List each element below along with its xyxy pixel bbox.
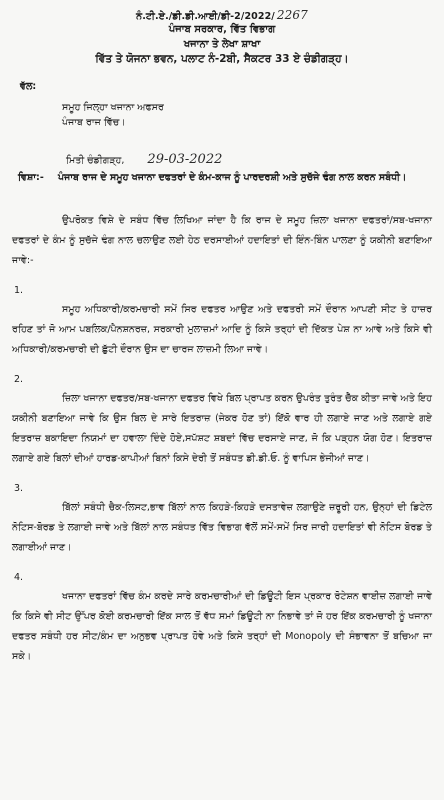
- from-label: ਵੱਲ:: [20, 81, 37, 92]
- intro-paragraph: ਉਪਰੋਕਤ ਵਿਸ਼ੇ ਦੇ ਸਬੰਧ ਵਿੱਚ ਲਿਖਿਆ ਜਾਂਦਾ ਹੈ ਕਿ ਰਾਜ ਦੇ ਸਮੂਹ ਜ਼ਿਲਾ ਖਜਾਨਾ ਦਫਤਰਾਂ/ਸਬ-ਖਜਾਨਾ ਦਫਤਰਾਂ ਦੇ ਕੰਮ ਨੂੰ ਸੁਚੱਜੇ ਢੰਗ ਨਾਲ ਚਲਾਉਣ ਲਈ ਹੇਠ ਦਰਸਾਈਆਂ ਹਦਾਇਤਾਂ ਦੀ ਇੰਨ-ਬਿੰਨ ਪਾਲਣਾ ਨੂੰ ਯਕੀਨੀ ਬਣਾਇਆ ਜਾਵੇ:-: [12, 215, 432, 266]
- office-address: ਵਿੱਤ ਤੇ ਯੋਜਨਾ ਭਵਨ, ਪਲਾਟ ਨੰ-2ਬੀ, ਸੈਕਟਰ 33 ਏ ਚੰਡੀਗੜ੍ਹ।: [95, 53, 349, 65]
- subject-block: [12, 171, 432, 185]
- date-handwritten: 29-03-2022: [147, 152, 223, 167]
- point-text: ਸਮੂਹ ਅਧਿਕਾਰੀ/ਕਰਮਚਾਰੀ ਸਮੇਂ ਸਿਰ ਦਫਤਰ ਆਉਣ ਅਤੇ ਦਫਤਰੀ ਸਮੇਂ ਦੌਰਾਨ ਆਪਣੀ ਸੀਟ ਤੇ ਹਾਜ਼ਰ ਰਹਿਣ ਤਾਂ ਜੋ ਆਮ ਪਬਲਿਕ/ਪੈਨਸ਼ਨਰਜ਼, ਸਰਕਾਰੀ ਮੁਲਾਜ਼ਮਾਂ ਆਦਿ ਨੂੰ ਕਿਸੇ ਤਰ੍ਹਾਂ ਦੀ ਦਿੱਕਤ ਪੇਸ਼ ਨਾ ਆਵੇ ਅਤੇ ਕਿਸੇ ਵੀ ਅਧਿਕਾਰੀ/ਕਰਮਚਾਰੀ ਦੀ ਛੁੱਟੀ ਦੌਰਾਨ ਉਸ ਦਾ ਚਾਰਜ ਲਾਜ਼ਮੀ ਲਿਆ ਜਾਵੇ।: [12, 304, 432, 355]
- recipient-line-1: ਸਮੂਹ ਜਿਲ੍ਹਾ ਖਜਾਨਾ ਅਫਸਰ: [62, 102, 164, 113]
- point-number: 2.: [14, 374, 24, 385]
- point-number: 1.: [14, 285, 24, 296]
- date-line: [66, 152, 432, 167]
- subject-label: ਵਿਸ਼ਾ:-: [18, 172, 44, 183]
- branch-name: ਖਜਾਨਾ ਤੇ ਲੇਖਾ ਸ਼ਾਖਾ: [183, 39, 261, 50]
- reference-number-handwritten: 2267: [276, 8, 308, 22]
- point-number: 4.: [14, 572, 24, 583]
- recipient-block: [62, 100, 432, 130]
- reference-prefix: ਨੰ.ਟੀ.ਏ./ਡੀ.ਡੀ.ਆਈ/ਡੀ-2/2022/: [136, 11, 275, 22]
- government-name: ਪੰਜਾਬ ਸਰਕਾਰ, ਵਿੱਤ ਵਿਭਾਗ: [168, 24, 276, 35]
- point-text: ਜ਼ਿਲਾ ਖਜਾਨਾ ਦਫਤਰ/ਸਬ-ਖਜਾਨਾ ਦਫਤਰ ਵਿਖੇ ਬਿਲ ਪ੍ਰਾਪਤ ਕਰਨ ਉਪਰੰਤ ਤੁਰੰਤ ਚੈੱਕ ਕੀਤਾ ਜਾਵੇ ਅਤੇ ਇਹ ਯਕੀਨੀ ਬਣਾਇਆ ਜਾਵੇ ਕਿ ਉਸ ਬਿਲ ਦੇ ਸਾਰੇ ਇਤਰਾਜ਼ (ਜੇਕਰ ਹੋਣ ਤਾਂ) ਇੱਕੋ ਵਾਰ ਹੀ ਲਗਾਏ ਜਾਣ ਅਤੇ ਲਗਾਏ ਗਏ ਇਤਰਾਜ਼ ਬਕਾਇਦਾ ਨਿਯਮਾਂ ਦਾ ਹਵਾਲਾ ਦਿੰਦੇ ਹੋਏ,ਸਪੱਸ਼ਟ ਸ਼ਬਦਾਂ ਵਿੱਚ ਦਰਸਾਏ ਜਾਣ, ਜੋ ਕਿ ਪੜ੍ਹਨ ਯੋਗ ਹੋਣ। ਇਤਰਾਜ਼ ਲਗਾਏ ਗਏ ਬਿਲਾਂ ਦੀਆਂ ਹਾਰਡ-ਕਾਪੀਆਂ ਬਿਨਾਂ ਕਿਸੇ ਦੇਰੀ ਤੋਂ ਸਬੰਧਤ ਡੀ.ਡੀ.ਓ. ਨੂੰ ਵਾਪਿਸ ਭੇਜੀਆਂ ਜਾਣ।: [12, 393, 432, 464]
- reference-line: [12, 8, 432, 22]
- date-label: ਮਿਤੀ ਚੰਡੀਗੜ੍ਹ,: [66, 155, 125, 166]
- subject-text: ਪੰਜਾਬ ਰਾਜ ਦੇ ਸਮੂਹ ਖਜਾਨਾ ਦਫਤਰਾਂ ਦੇ ਕੰਮ-ਕਾਜ ਨੂੰ ਪਾਰਦਰਸ਼ੀ ਅਤੇ ਸੁਚੱਜੇ ਢੰਗ ਨਾਲ ਕਰਨ ਸਬੰਧੀ।: [58, 172, 407, 183]
- point-number: 3.: [14, 483, 24, 494]
- recipient-line-2: ਪੰਜਾਬ ਰਾਜ ਵਿੱਚ।: [62, 117, 126, 128]
- point-text: ਖਜਾਨਾ ਦਫਤਰਾਂ ਵਿੱਚ ਕੰਮ ਕਰਦੇ ਸਾਰੇ ਕਰਮਚਾਰੀਆਂ ਦੀ ਡਿਊਟੀ ਇਸ ਪ੍ਰਕਾਰ ਰੋਟੇਸ਼ਨ ਵਾਈਜ਼ ਲਗਾਈ ਜਾਵੇ ਕਿ ਕਿਸੇ ਵੀ ਸੀਟ ਉੱਪਰ ਕੋਈ ਕਰਮਚਾਰੀ ਇੱਕ ਸਾਲ ਤੋਂ ਵੱਧ ਸਮਾਂ ਡਿਊਟੀ ਨਾ ਨਿਭਾਵੇ ਤਾਂ ਜੋ ਹਰ ਇੱਕ ਕਰਮਚਾਰੀ ਨੂੰ ਖਜਾਨਾ ਦਫਤਰ ਸਬੰਧੀ ਹਰ ਸੀਟ/ਕੰਮ ਦਾ ਅਨੁਭਵ ਪ੍ਰਾਪਤ ਹੋਵੇ ਅਤੇ ਕਿਸੇ ਤਰ੍ਹਾਂ ਦੀ Monopoly ਦੀ ਸੰਭਾਵਨਾ ਤੋਂ ਬਚਿਆ ਜਾ ਸਕੇ।: [12, 591, 432, 662]
- point-text: ਬਿੱਲਾਂ ਸਬੰਧੀ ਚੈਕ-ਲਿਸਟ,ਭਾਵ ਬਿੱਲਾਂ ਨਾਲ ਕਿਹੜੇ-ਕਿਹੜੇ ਦਸਤਾਵੇਜ਼ ਲਗਾਉਣੇ ਜ਼ਰੂਰੀ ਹਨ, ਉਨ੍ਹਾਂ ਦੀ ਡਿਟੇਲ ਨੋਟਿਸ-ਬੋਰਡ ਤੇ ਲਗਾਈ ਜਾਵੇ ਅਤੇ ਬਿੱਲਾਂ ਨਾਲ ਸਬੰਧਤ ਵਿੱਤ ਵਿਭਾਗ ਵੱਲੋਂ ਸਮੇਂ-ਸਮੇਂ ਸਿਰ ਜਾਰੀ ਹਦਾਇਤਾਂ ਵੀ ਨੋਟਿਸ ਬੋਰਡ ਤੇ ਲਗਾਈਆਂ ਜਾਣ।: [12, 502, 432, 553]
